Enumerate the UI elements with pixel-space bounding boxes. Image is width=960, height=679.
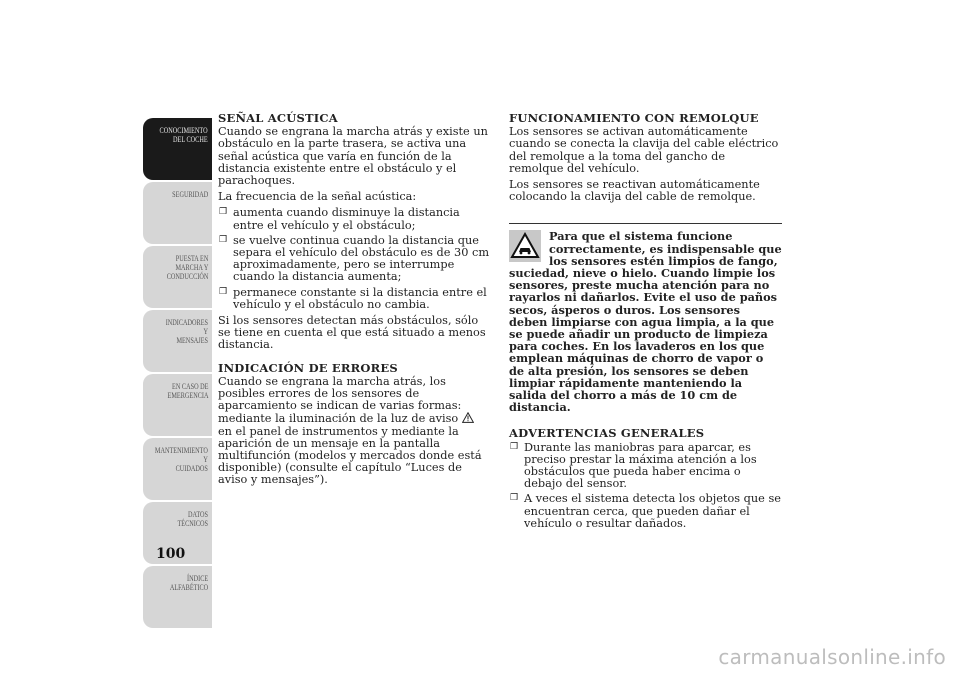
list-item xyxy=(218,287,490,311)
warning-box xyxy=(509,223,782,413)
tab-label: SEGURIDAD xyxy=(171,190,208,199)
paragraph: Cuando se engrana la marcha atrás y existe un obstáculo en la parte trasera, se activa una señal acústica que varía en función de la distancia existente entre el obstáculo y el parachoques. xyxy=(218,125,488,188)
paragraph: Los sensores se activan automáticamente cuando se conecta la clavija del cable eléctrico del remolque a la toma del gancho de remolque del vehículo. xyxy=(509,125,779,175)
list-item-text: aumenta cuando disminuye la distancia entre el vehículo y el obstáculo; xyxy=(233,206,460,232)
ballot-box-icon: ❒ xyxy=(219,286,228,297)
tab-conocimiento-del-coche[interactable] xyxy=(143,118,212,180)
tab-label: DATOS TÉCNICOS xyxy=(177,510,208,528)
list-item xyxy=(218,235,490,284)
tab-emergencia[interactable] xyxy=(143,374,212,436)
list-item-text: Durante las maniobras para aparcar, es preciso prestar la máxima atención a los obstáculos que pueda haber encima o debajo del sensor. xyxy=(524,440,757,491)
page-number: 100 xyxy=(156,546,186,562)
text-span: en el panel de instrumentos y mediante la aparición de un mensaje en la pantalla multifunción (modelos y mercados donde está disponible) (consulte el capítulo “Luces de aviso y mensajes”). xyxy=(218,424,482,487)
section-heading: ADVERTENCIAS GENERALES xyxy=(509,426,705,441)
ballot-box-icon: ❒ xyxy=(510,441,519,452)
warning-car-icon xyxy=(509,230,541,262)
ballot-box-icon: ❒ xyxy=(510,493,519,504)
warning-triangle-icon xyxy=(462,412,474,423)
tab-indice[interactable] xyxy=(143,566,212,628)
text-span: Cuando se engrana la marcha atrás, los posibles errores de los sensores de aparcamiento se indican de varias formas: mediante la iluminación de la luz de aviso xyxy=(218,374,462,426)
tab-label: EN CASO DE EMERGENCIA xyxy=(167,382,208,400)
left-column xyxy=(218,112,490,491)
list-item xyxy=(218,207,490,231)
section-heading: FUNCIONAMIENTO CON REMOLQUE xyxy=(509,111,759,125)
ballot-box-icon: ❒ xyxy=(219,234,228,245)
right-column xyxy=(509,112,782,534)
list-item-text: se vuelve continua cuando la distancia que separa el vehículo del obstáculo es de 30 cm aproximadamente, pero se interrumpe cuando la distancia aumenta; xyxy=(233,233,490,284)
ballot-box-icon: ❒ xyxy=(219,207,228,218)
tab-indicadores[interactable] xyxy=(143,310,212,372)
section-heading: SEÑAL ACÚSTICA xyxy=(218,111,338,125)
paragraph: Si los sensores detectan más obstáculos, sólo se tiene en cuenta el que está situado a menos distancia. xyxy=(218,314,486,352)
list-item xyxy=(509,493,782,530)
list-item-text: A veces el sistema detecta los objetos que se encuentran cerca, que pueden dañar el vehículo o resultar dañados. xyxy=(524,492,781,530)
bullet-list xyxy=(218,207,490,311)
bullet-list xyxy=(509,442,782,530)
list-item-text: permanece constante si la distancia entre el vehículo y el obstáculo no cambia. xyxy=(233,285,487,311)
paragraph: Los sensores se reactivan automáticamente colocando la clavija del cable de remolque. xyxy=(509,178,760,204)
tab-seguridad[interactable] xyxy=(143,182,212,244)
tab-puesta-en-marcha[interactable] xyxy=(143,246,212,308)
section-heading: INDICACIÓN DE ERRORES xyxy=(218,360,398,375)
warning-text: suciedad, nieve o hielo. Cuando limpie los sensores, preste mucha atención para no rayarlos ni dañarlos. Evite el uso de paños secos, ásperos o duros. Los sensores deben limpiarse con agua limpia, a la que se puede añadir un producto de limpieza para coches. En los lavaderos en los que emplean máquinas de chorro de vapor o de alta presión, los sensores se deben limpiar rápidamente manteniendo la salida del chorro a más de 10 cm de distancia. xyxy=(509,266,778,415)
tab-label: INDICADORES Y MENSAJES xyxy=(165,318,208,345)
tab-label: ÍNDICE ALFABÉTICO xyxy=(169,574,208,592)
tab-label: CONOCIMIENTO DEL COCHE xyxy=(159,126,208,144)
paragraph xyxy=(218,376,490,487)
list-item xyxy=(509,442,782,491)
tab-mantenimiento[interactable] xyxy=(143,438,212,500)
tab-label: MANTENIMIENTO Y CUIDADOS xyxy=(155,446,208,473)
warning-heading: Para que el sistema funcione correctamente, es indispensable que los sensores estén limpios de fango, xyxy=(549,229,782,268)
paragraph: La frecuencia de la señal acústica: xyxy=(218,190,417,204)
tab-label: PUESTA EN MARCHA Y CONDUCCIÓN xyxy=(166,254,208,281)
watermark: carmanualsonline.info xyxy=(718,645,946,669)
